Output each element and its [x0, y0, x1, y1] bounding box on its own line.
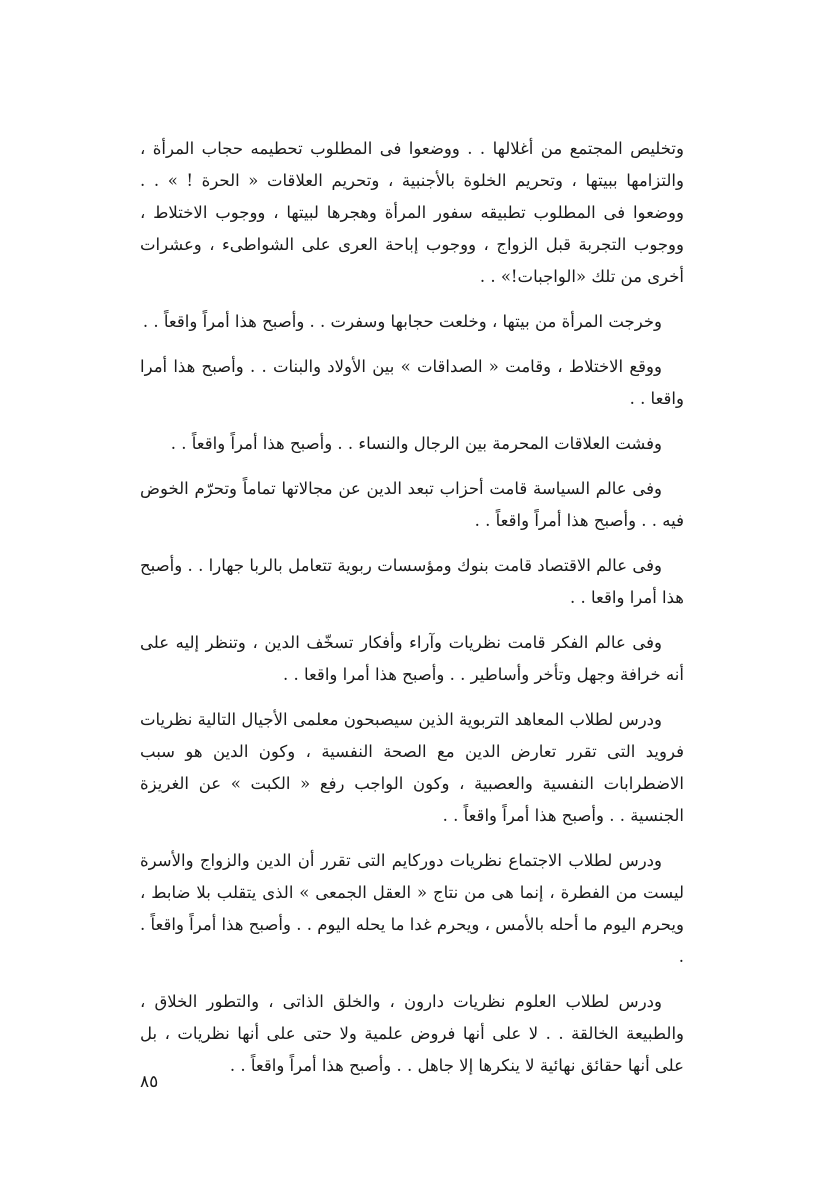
paragraph-2: وخرجت المرأة من بيتها ، وخلعت حجابها وسفرت . . وأصبح هذا أمراً واقعاً . . [142, 312, 662, 331]
paragraph-5: وفى عالم السياسة قامت أحزاب تبعد الدين عن مجالاتها تماماً وتحرّم الخوض فيه . . وأصبح هذا أمراً واقعاً . . [140, 479, 684, 530]
paragraph-7: وفى عالم الفكر قامت نظريات وآراء وأفكار تسخّف الدين ، وتنظر إليه على أنه خرافة وجهل وتأخر وأساطير . . وأصبح هذا أمرا واقعا . . [140, 633, 684, 684]
paragraph-8: ودرس لطلاب المعاهد التربوية الذين سيصبحون معلمى الأجيال التالية نظريات فرويد التى تقرر تعارض الدين مع الصحة النفسية ، وكون الدين هو سبب الاضطرابات النفسية والعصبية ، وكون الواجب رفع « الكبت » عن الغريزة الجنسية . . وأصبح هذا أمراً واقعاً . . [140, 710, 684, 825]
paragraph-10: ودرس لطلاب العلوم نظريات دارون ، والخلق الذاتى ، والتطور الخلاق ، والطبيعة الخالقة . . لا على أنها فروض علمية ولا حتى على أنها نظريات ، بل على أنها حقائق نهائية لا ينكرها إلا جاهل . . وأصبح هذا أمراً واقعاً . . [140, 992, 684, 1075]
paragraph-3: ووقع الاختلاط ، وقامت « الصداقات » بين الأولاد والبنات . . وأصبح هذا أمرا واقعا . . [140, 357, 684, 408]
paragraph-1: وتخليص المجتمع من أغلالها . . ووضعوا فى المطلوب تحطيمه حجاب المرأة ، والتزامها ببيتها ، وتحريم الخلوة بالأجنبية ، وتحريم العلاقات « الحرة ! » . . ووضعوا فى المطلوب تطبيقه سفور المرأة وهجرها لبيتها ، ووجوب الاختلاط ، ووجوب التجربة قبل الزواج ، ووجوب إباحة العرى على الشواطىء ، وعشرات أخرى من تلك «الواجبات!» . . [140, 139, 684, 286]
body-text [140, 133, 684, 1095]
paragraph-9: ودرس لطلاب الاجتماع نظريات دوركايم التى تقرر أن الدين والزواج والأسرة ليست من الفطرة ، إنما هى من نتاج « العقل الجمعى » الذى يتقلب بلا ضابط ، ويحرم اليوم ما أحله بالأمس ، ويحرم غدا ما يحله اليوم . . وأصبح هذا أمراً واقعاً . . [140, 851, 684, 966]
page-number: ٨٥ [140, 1072, 159, 1092]
paragraph-4: وفشت العلاقات المحرمة بين الرجال والنساء . . وأصبح هذا أمراً واقعاً . . [170, 434, 662, 453]
paragraph-6: وفى عالم الاقتصاد قامت بنوك ومؤسسات ربوية تتعامل بالربا جهارا . . وأصبح هذا أمرا واقعا . . [140, 556, 684, 607]
